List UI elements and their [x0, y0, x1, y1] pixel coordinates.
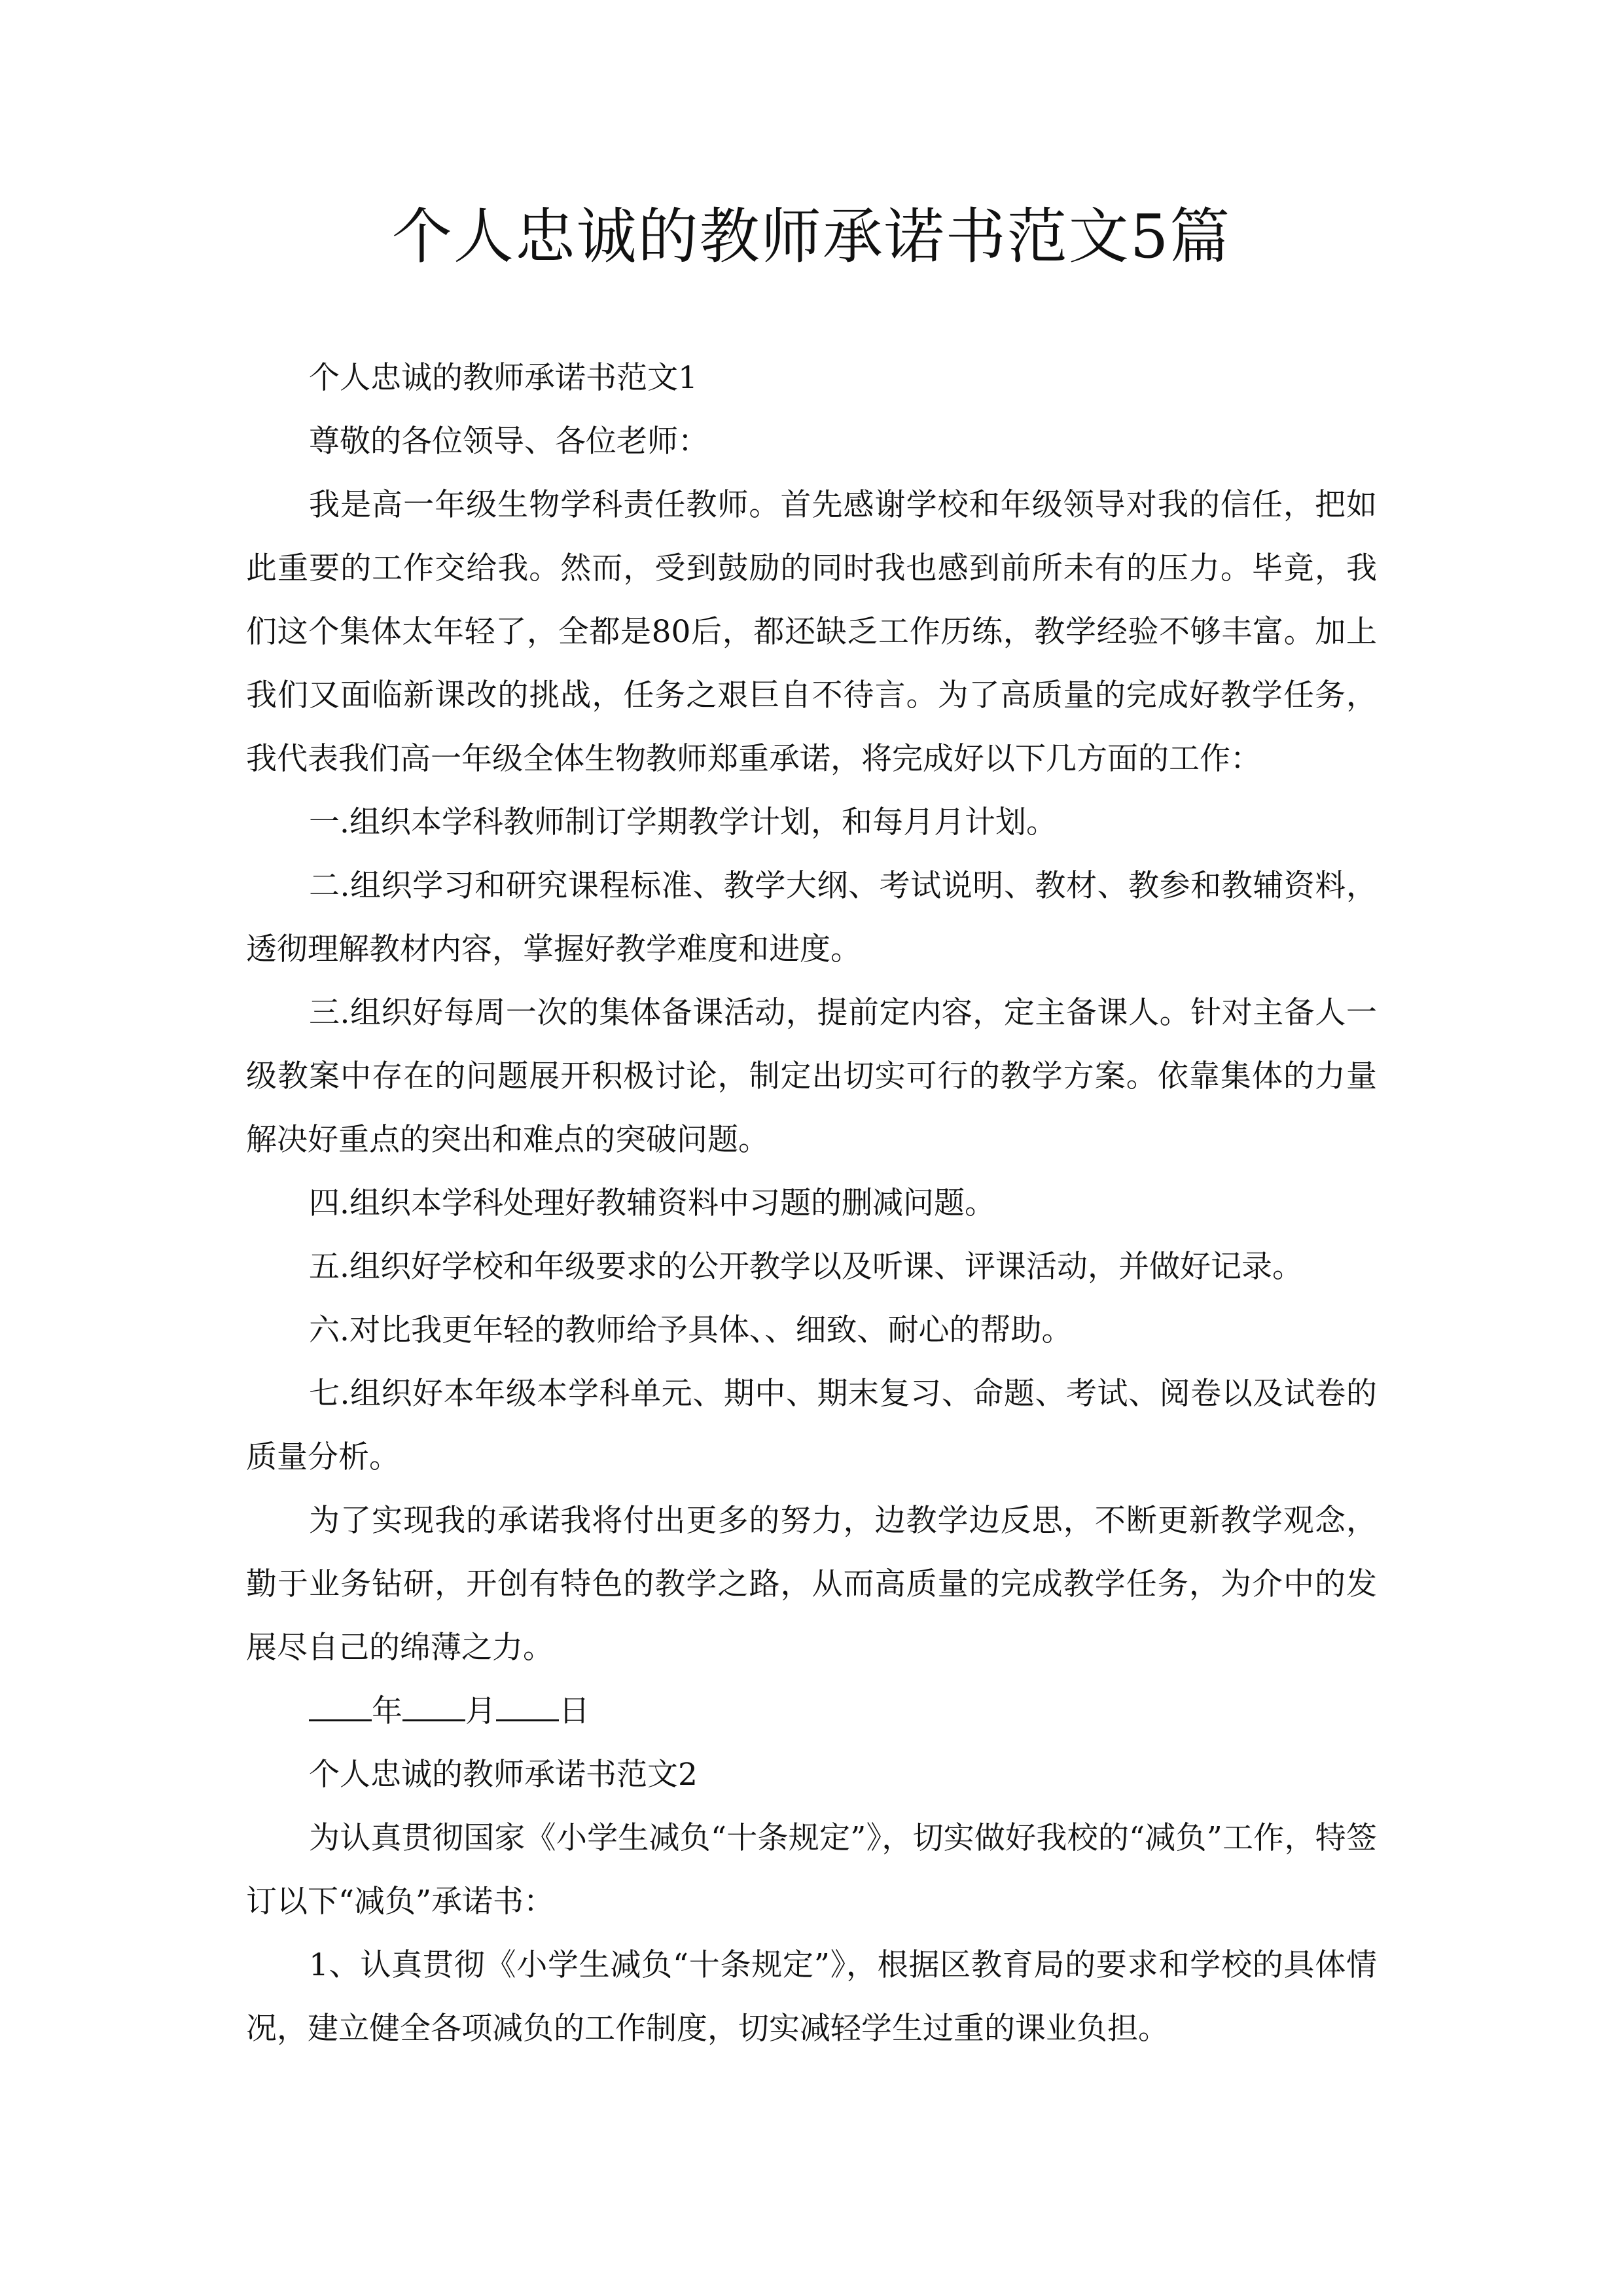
list-item: 三.组织好每周一次的集体备课活动，提前定内容，定主备课人。针对主备人一级教案中存在的问题展开积极讨论，制定出切实可行的教学方案。依靠集体的力量解决好重点的突出和难点的突破问题。: [246, 995, 1377, 1158]
document-title: 个人忠诚的教师承诺书范文5篇: [391, 202, 1232, 272]
day-label: 日: [559, 1693, 590, 1729]
paragraph: 为认真贯彻国家《小学生减负“十条规定”》，切实做好我校的“减负”工作，特签订以下“减负”承诺书：: [246, 1820, 1377, 1920]
list-item: 二.组织学习和研究课程标准、教学大纲、考试说明、教材、教参和教辅资料，透彻理解教材内容，掌握好教学难度和进度。: [246, 868, 1377, 967]
year-label: 年: [372, 1693, 402, 1729]
date-line: [246, 1679, 1377, 1743]
list-item: 六.对比我更年轻的教师给予具体、、细致、耐心的帮助。: [309, 1312, 1073, 1348]
salutation: 尊敬的各位领导、各位老师：: [309, 423, 709, 459]
list-item: 七.组织好本年级本学科单元、期中、期末复习、命题、考试、阅卷以及试卷的质量分析。: [246, 1376, 1377, 1475]
list-item: 1、认真贯彻《小学生减负“十条规定”》，根据区教育局的要求和学校的具体情况，建立健全各项减负的工作制度，切实减轻学生过重的课业负担。: [246, 1947, 1377, 2047]
paragraph: 为了实现我的承诺我将付出更多的努力，边教学边反思，不断更新教学观念，勤于业务钻研，开创有特色的教学之路，从而高质量的完成教学任务，为介中的发展尽自己的绵薄之力。: [246, 1503, 1377, 1666]
list-item: 一.组织本学科教师制订学期教学计划，和每月月计划。: [309, 804, 1057, 840]
section-heading-2: 个人忠诚的教师承诺书范文2: [309, 1757, 698, 1793]
section-heading-1: 个人忠诚的教师承诺书范文1: [309, 360, 698, 396]
month-blank: [402, 1693, 465, 1721]
document-body: [246, 346, 1377, 2060]
list-item: 五.组织好学校和年级要求的公开教学以及听课、评课活动，并做好记录。: [309, 1249, 1303, 1285]
year-blank: [309, 1693, 372, 1721]
day-blank: [496, 1693, 559, 1721]
month-label: 月: [465, 1693, 496, 1729]
list-item: 四.组织本学科处理好教辅资料中习题的删减问题。: [309, 1185, 995, 1221]
paragraph: 我是高一年级生物学科责任教师。首先感谢学校和年级领导对我的信任，把如此重要的工作交给我。然而，受到鼓励的同时我也感到前所未有的压力。毕竟，我们这个集体太年轻了，全都是80后，都还缺乏工作历练，教学经验不够丰富。加上我们又面临新课改的挑战，任务之艰巨自不待言。为了高质量的完成好教学任务，我代表我们高一年级全体生物教师郑重承诺，将完成好以下几方面的工作：: [246, 487, 1377, 777]
